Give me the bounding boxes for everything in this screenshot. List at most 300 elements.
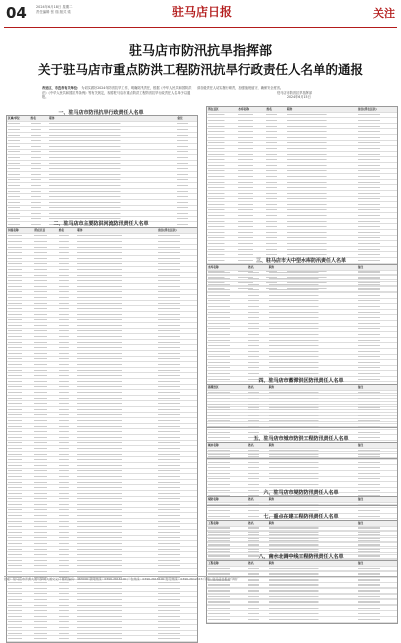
table-cell: [247, 293, 268, 298]
table-cell: [268, 419, 357, 424]
page-meta-date: 2024年6月18日 星期二: [36, 5, 73, 9]
table-cell: [176, 155, 197, 160]
table-cell: [157, 608, 197, 613]
table-cell: [157, 385, 197, 390]
table-cell: [76, 558, 157, 563]
table-cell: [33, 597, 57, 602]
table-cell: [247, 321, 268, 326]
table-cell: [237, 169, 265, 174]
table-cell: [33, 508, 57, 513]
table-cell: [7, 312, 33, 317]
table-cell: [207, 465, 247, 470]
table-header-cell: 备注: [357, 561, 364, 565]
table-cell: [157, 273, 197, 278]
table-cell: [48, 161, 176, 166]
table-cell: [76, 351, 157, 356]
table-cell: [247, 299, 268, 304]
table-cell: [157, 508, 197, 513]
table-cell: [268, 299, 357, 304]
table-header-cell: 备注: [357, 443, 364, 447]
table-cell: [357, 407, 397, 412]
table-cell: [33, 407, 57, 412]
table-cell: [76, 541, 157, 546]
table-cell: [76, 586, 157, 591]
table-cell: [157, 245, 197, 250]
table-cell: [33, 480, 57, 485]
table-cell: [237, 113, 265, 118]
table-cell: [207, 224, 237, 229]
table-cell: [357, 611, 397, 616]
table-cell: [30, 172, 49, 177]
table-cell: [357, 236, 397, 241]
table-cell: [33, 396, 57, 401]
table-cell: [237, 185, 265, 190]
table-cell: [33, 592, 57, 597]
table-title: 七、重点在建工程防汛责任人名单: [263, 514, 339, 520]
table-cell: [33, 569, 57, 574]
table-cell: [33, 323, 57, 328]
table-cell: [7, 497, 33, 502]
table-cell: [30, 161, 49, 166]
table-cell: [286, 197, 357, 202]
table-cell: [357, 413, 397, 418]
table-header-cell: 蓄滞洪区: [208, 385, 219, 389]
table-cell: [7, 608, 33, 613]
table-cell: [265, 236, 285, 241]
table-cell: [157, 530, 197, 535]
table-cell: [7, 166, 30, 171]
table-cell: [207, 449, 247, 454]
table-cell: [7, 441, 33, 446]
table-cell: [33, 429, 57, 434]
table-cell: [157, 318, 197, 323]
table-cell: [268, 465, 357, 470]
table-cell: [157, 513, 197, 518]
table-cell: [33, 379, 57, 384]
table-cell: [357, 355, 397, 360]
table-cell: [7, 362, 33, 367]
table-cell: [7, 603, 33, 608]
table-cell: [58, 552, 77, 557]
table-cell: [33, 457, 57, 462]
table-cell: [7, 318, 33, 323]
table-cell: [157, 497, 197, 502]
intro-date: 2024年6月15日: [287, 95, 311, 100]
table-cell: [7, 178, 30, 183]
table-cell: [357, 282, 397, 287]
table-cell: [357, 321, 397, 326]
table-header-cell: 姓名: [248, 265, 254, 269]
table-cell: [58, 508, 77, 513]
table-cell: [7, 206, 30, 211]
table-cell: [58, 502, 77, 507]
table-cell: [157, 569, 197, 574]
table-cell: [58, 318, 77, 323]
table-cell: [48, 122, 176, 127]
table-cell: [357, 327, 397, 332]
table-cell: [157, 262, 197, 267]
table-cell: [58, 469, 77, 474]
table-cell: [33, 250, 57, 255]
table-cell: [157, 334, 197, 339]
table-cell: [30, 166, 49, 171]
table-cell: [7, 435, 33, 440]
table-cell: [7, 558, 33, 563]
table-cell: [237, 230, 265, 235]
table-cell: [33, 278, 57, 283]
table-cell: [157, 614, 197, 619]
table-cell: [157, 290, 197, 295]
table-cell: [176, 189, 197, 194]
table-cell: [7, 524, 33, 529]
table-cell: [33, 312, 57, 317]
table-cell: [357, 169, 397, 174]
table-cell: [33, 245, 57, 250]
table-cell: [7, 636, 33, 641]
table-cell: [7, 256, 33, 261]
table-cell: [33, 401, 57, 406]
table-cell: [30, 211, 49, 216]
table-cell: [357, 185, 397, 190]
table-cell: [247, 315, 268, 320]
table-cell: [207, 343, 247, 348]
table-cell: [268, 332, 357, 337]
table-cell: [268, 538, 357, 543]
table-header-cell: 职务: [268, 521, 275, 525]
table-cell: [357, 141, 397, 146]
table-cell: [58, 519, 77, 524]
table-cell: [247, 304, 268, 309]
table-cell: [58, 290, 77, 295]
table-cell: [33, 256, 57, 261]
table-cell: [58, 424, 77, 429]
table-cell: [58, 278, 77, 283]
table-cell: [207, 169, 237, 174]
table-cell: [265, 118, 285, 123]
table-cell: [247, 600, 268, 605]
table-cell: [157, 256, 197, 261]
table-cell: [33, 552, 57, 557]
table-cell: [268, 315, 357, 320]
table-cell: [247, 583, 268, 588]
table-cell: [268, 460, 357, 465]
table-cell: [268, 276, 357, 281]
table-cell: [157, 323, 197, 328]
table-cell: [58, 385, 77, 390]
table-cell: [357, 471, 397, 476]
table-cell: [207, 589, 247, 594]
table-cell: [237, 180, 265, 185]
table-cell: [176, 206, 197, 211]
table-cell: [237, 163, 265, 168]
table-cell: [7, 564, 33, 569]
table-cell: [33, 608, 57, 613]
table-cell: [76, 357, 157, 362]
table-cell: [207, 304, 247, 309]
table-cell: [247, 287, 268, 292]
table-cell: [58, 636, 77, 641]
table-cell: [7, 569, 33, 574]
table-cell: [247, 482, 268, 487]
table-cell: [58, 295, 77, 300]
headline-line-1: 驻马店市防汛抗旱指挥部: [128, 44, 272, 59]
table-cell: [268, 293, 357, 298]
table-cell: [286, 163, 357, 168]
table-cell: [286, 135, 357, 140]
table-cell: [33, 614, 57, 619]
table-cell: [207, 391, 247, 396]
table-cell: [357, 180, 397, 185]
intro-body-right: 请各级责任人切实履行职责，加强值班值守，确保安全度汛。: [197, 86, 284, 90]
table-cell: [357, 338, 397, 343]
table-cell: [58, 625, 77, 630]
table-cell: [76, 636, 157, 641]
table-cell: [7, 194, 30, 199]
table-cell: [247, 471, 268, 476]
table-cell: [33, 441, 57, 446]
table-cell: [7, 547, 33, 552]
table-cell: [58, 485, 77, 490]
table-cell: [33, 262, 57, 267]
table-cell: [237, 146, 265, 151]
table-cell: [7, 446, 33, 451]
header-rule: [4, 27, 397, 28]
table-cell: [357, 538, 397, 543]
table-cell: [357, 135, 397, 140]
table-cell: [207, 197, 237, 202]
table-cell: [7, 301, 33, 306]
table-cell: [76, 301, 157, 306]
table-header-cell: 姓名: [248, 521, 254, 525]
table-cell: [286, 124, 357, 129]
table-cell: [286, 152, 357, 157]
table-title: 三、驻马店市大中型水库防汛责任人名单: [255, 258, 346, 264]
table-cell: [268, 606, 357, 611]
table-cell: [7, 457, 33, 462]
table-cell: [157, 536, 197, 541]
table-cell: [7, 407, 33, 412]
table-cell: [58, 407, 77, 412]
table-cell: [7, 189, 30, 194]
table-cell: [207, 321, 247, 326]
table-cell: [33, 390, 57, 395]
table-cell: [237, 157, 265, 162]
table-cell: [33, 362, 57, 367]
table-cell: [7, 541, 33, 546]
table-cell: [7, 122, 30, 127]
table-cell: [286, 118, 357, 123]
table-cell: [207, 430, 247, 435]
intro-issuer: 驻马店市防汛抗旱指挥部: [277, 90, 313, 95]
table-cell: [58, 368, 77, 373]
table-cell: [76, 429, 157, 434]
table-cell: [268, 271, 357, 276]
table-cell: [176, 172, 197, 177]
table-cell: [7, 586, 33, 591]
table-cell: [7, 474, 33, 479]
table-cell: [157, 368, 197, 373]
table-cell: [286, 247, 357, 252]
table-cell: [58, 340, 77, 345]
table-cell: [265, 247, 285, 252]
table-cell: [76, 491, 157, 496]
table-cell: [7, 597, 33, 602]
table-cell: [207, 355, 247, 360]
table-cell: [357, 219, 397, 224]
table-cell: [357, 567, 397, 572]
table-cell: [48, 178, 176, 183]
table-cell: [265, 141, 285, 146]
table-cell: [268, 321, 357, 326]
table-cell: [268, 482, 357, 487]
table-cell: [58, 620, 77, 625]
table-cell: [33, 541, 57, 546]
table-cell: [207, 327, 247, 332]
table-cell: [207, 118, 237, 123]
table-cell: [176, 138, 197, 143]
table-cell: [58, 524, 77, 529]
table-cell: [207, 407, 247, 412]
table-cell: [207, 219, 237, 224]
intro-body: 为切实做好2024年防汛抗旱工作，明确防汛责任，根据《中华人民共和国防洪法》《中华人民共和国抗旱条例》等有关规定，现将驻马店市重点防洪工程防汛抗旱行政责任人名单予以通报。: [42, 86, 192, 100]
table-cell: [265, 224, 285, 229]
table-title: 二、驻马店市主要防洪河流防汛责任人名单: [53, 221, 149, 227]
table-cell: [76, 340, 157, 345]
table-header-cell: 姓名: [30, 116, 36, 120]
table-cell: [207, 152, 237, 157]
table-cell: [30, 150, 49, 155]
table-cell: [157, 469, 197, 474]
table-cell: [7, 211, 30, 216]
table-cell: [247, 391, 268, 396]
table-cell: [76, 312, 157, 317]
table-cell: [76, 625, 157, 630]
table-cell: [76, 457, 157, 462]
table-cell: [247, 276, 268, 281]
table-cell: [33, 625, 57, 630]
table-cell: [357, 424, 397, 429]
table-cell: [157, 435, 197, 440]
table-cell: [58, 446, 77, 451]
table-cell: [33, 373, 57, 378]
table-cell: [207, 213, 237, 218]
table-cell: [33, 290, 57, 295]
table-cell: [33, 418, 57, 423]
table-cell: [268, 567, 357, 572]
table-cell: [33, 524, 57, 529]
table-cell: [207, 129, 237, 134]
table-cell: [268, 402, 357, 407]
table-cell: [247, 477, 268, 482]
table-cell: [33, 334, 57, 339]
table-cell: [207, 595, 247, 600]
table-cell: [33, 385, 57, 390]
table-cell: [58, 267, 77, 272]
table-cell: [357, 129, 397, 134]
table-header-cell: 职务: [268, 265, 275, 269]
table-cell: [265, 163, 285, 168]
table-cell: [286, 185, 357, 190]
table-cell: [76, 513, 157, 518]
table-header-cell: 姓名: [248, 497, 254, 501]
table-cell: [265, 191, 285, 196]
table-header-cell: 职务: [268, 385, 275, 389]
table-cell: [207, 532, 247, 537]
table-cell: [207, 236, 237, 241]
table-cell: [33, 239, 57, 244]
table-cell: [357, 310, 397, 315]
table-header-cell: 备注(所在县区): [358, 107, 377, 111]
table-cell: [237, 197, 265, 202]
table-cell: [237, 219, 265, 224]
table-title: 八、南水北调中线工程防汛责任人名单: [258, 554, 344, 560]
table-cell: [7, 631, 33, 636]
table-cell: [30, 122, 49, 127]
table-cell: [157, 429, 197, 434]
table-cell: [76, 603, 157, 608]
table-cell: [48, 189, 176, 194]
table-cell: [33, 234, 57, 239]
table-cell: [247, 355, 268, 360]
table-cell: [176, 133, 197, 138]
table-cell: [30, 200, 49, 205]
table-cell: [357, 247, 397, 252]
table-cell: [7, 340, 33, 345]
table-cell: [7, 323, 33, 328]
table-cell: [176, 200, 197, 205]
table-cell: [357, 460, 397, 465]
table-header-cell: 城市名称: [208, 443, 219, 447]
table-cell: [207, 503, 247, 508]
table-cell: [33, 636, 57, 641]
table-cell: [286, 219, 357, 224]
table-cell: [58, 234, 77, 239]
table-cell: [7, 592, 33, 597]
table-cell: [247, 407, 268, 412]
section-label: 关注: [373, 7, 395, 20]
table-cell: [357, 360, 397, 365]
table-cell: [30, 138, 49, 143]
table-cell: [7, 491, 33, 496]
table-cell: [76, 536, 157, 541]
table-cell: [357, 343, 397, 348]
table-cell: [207, 527, 247, 532]
table-cell: [76, 273, 157, 278]
table-cell: [7, 463, 33, 468]
table-cell: [58, 401, 77, 406]
table-header-cell: 备注: [357, 265, 364, 269]
table-cell: [157, 480, 197, 485]
table-cell: [237, 129, 265, 134]
table-cell: [265, 124, 285, 129]
table-cell: [207, 293, 247, 298]
table-cell: [357, 543, 397, 548]
table-cell: [247, 413, 268, 418]
table-cell: [30, 127, 49, 132]
table-cell: [268, 360, 357, 365]
table-cell: [33, 368, 57, 373]
table-cell: [33, 295, 57, 300]
table-cell: [76, 524, 157, 529]
table-cell: [7, 127, 30, 132]
table-cell: [286, 213, 357, 218]
table-cell: [357, 465, 397, 470]
table-cell: [176, 150, 197, 155]
table-cell: [247, 349, 268, 354]
table-cell: [58, 284, 77, 289]
table-cell: [58, 592, 77, 597]
table-cell: [268, 424, 357, 429]
